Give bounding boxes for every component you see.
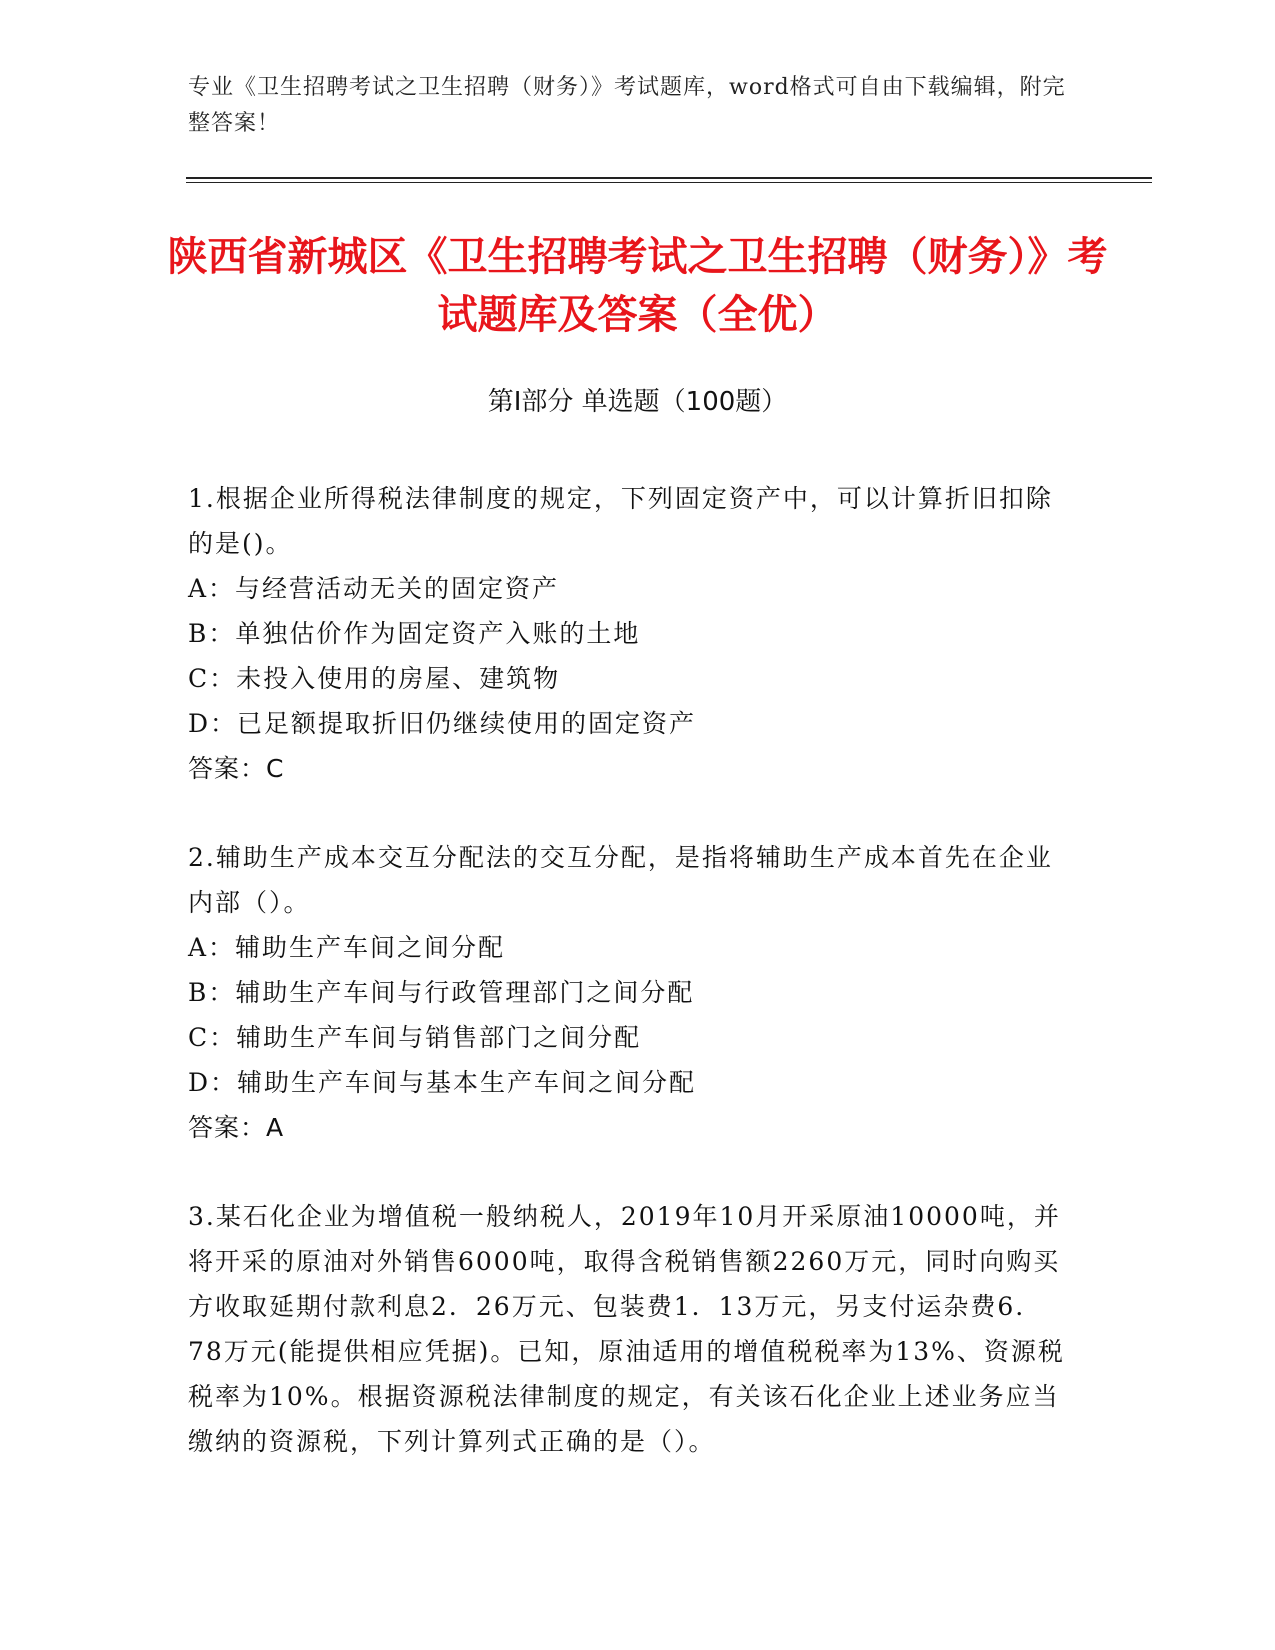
- option-b: B：辅助生产车间与行政管理部门之间分配: [188, 978, 695, 1007]
- option-a: A：辅助生产车间之间分配: [188, 933, 506, 962]
- header-rule-thick: [186, 177, 1152, 179]
- question-list: [188, 476, 1068, 1508]
- header-note: 专业《卫生招聘考试之卫生招聘（财务）》考试题库，word格式可自由下载编辑，附完整答案！: [188, 75, 1066, 136]
- section-heading: 第Ⅰ部分 单选题（100题）: [487, 387, 788, 417]
- option-a: A：与经营活动无关的固定资产: [188, 574, 560, 603]
- question-2: [188, 835, 1068, 1150]
- question-stem: 2.辅助生产成本交互分配法的交互分配，是指将辅助生产成本首先在企业内部（）。: [188, 843, 1053, 917]
- answer: 答案：C: [188, 754, 285, 783]
- question-3: [188, 1194, 1068, 1464]
- option-d: D：辅助生产车间与基本生产车间之间分配: [188, 1068, 697, 1097]
- option-c: C：未投入使用的房屋、建筑物: [188, 664, 561, 693]
- header-rule-thin: [186, 182, 1152, 183]
- document-title: 陕西省新城区《卫生招聘考试之卫生招聘（财务）》考试题库及答案（全优）: [167, 234, 1108, 338]
- question-stem: 3.某石化企业为增值税一般纳税人，2019年10月开采原油10000吨，并将开采的原油对外销售6000吨，取得含税销售额2260万元，同时向购买方收取延期付款利息2．26万元、包装费1．13万元，另支付运杂费6．78万元(能提供相应凭据)。已知，原油适用的增值税税率为13%、资源税税率为10%。根据资源税法律制度的规定，有关该石化企业上述业务应当缴纳的资源税，下列计算列式正确的是（）。: [188, 1202, 1065, 1456]
- option-d: D：已足额提取折旧仍继续使用的固定资产: [188, 709, 697, 738]
- question-1: [188, 476, 1068, 791]
- answer: 答案：A: [188, 1113, 285, 1142]
- option-b: B：单独估价作为固定资产入账的土地: [188, 619, 641, 648]
- question-stem: 1.根据企业所得税法律制度的规定，下列固定资产中，可以计算折旧扣除的是()。: [188, 484, 1053, 558]
- option-c: C：辅助生产车间与销售部门之间分配: [188, 1023, 642, 1052]
